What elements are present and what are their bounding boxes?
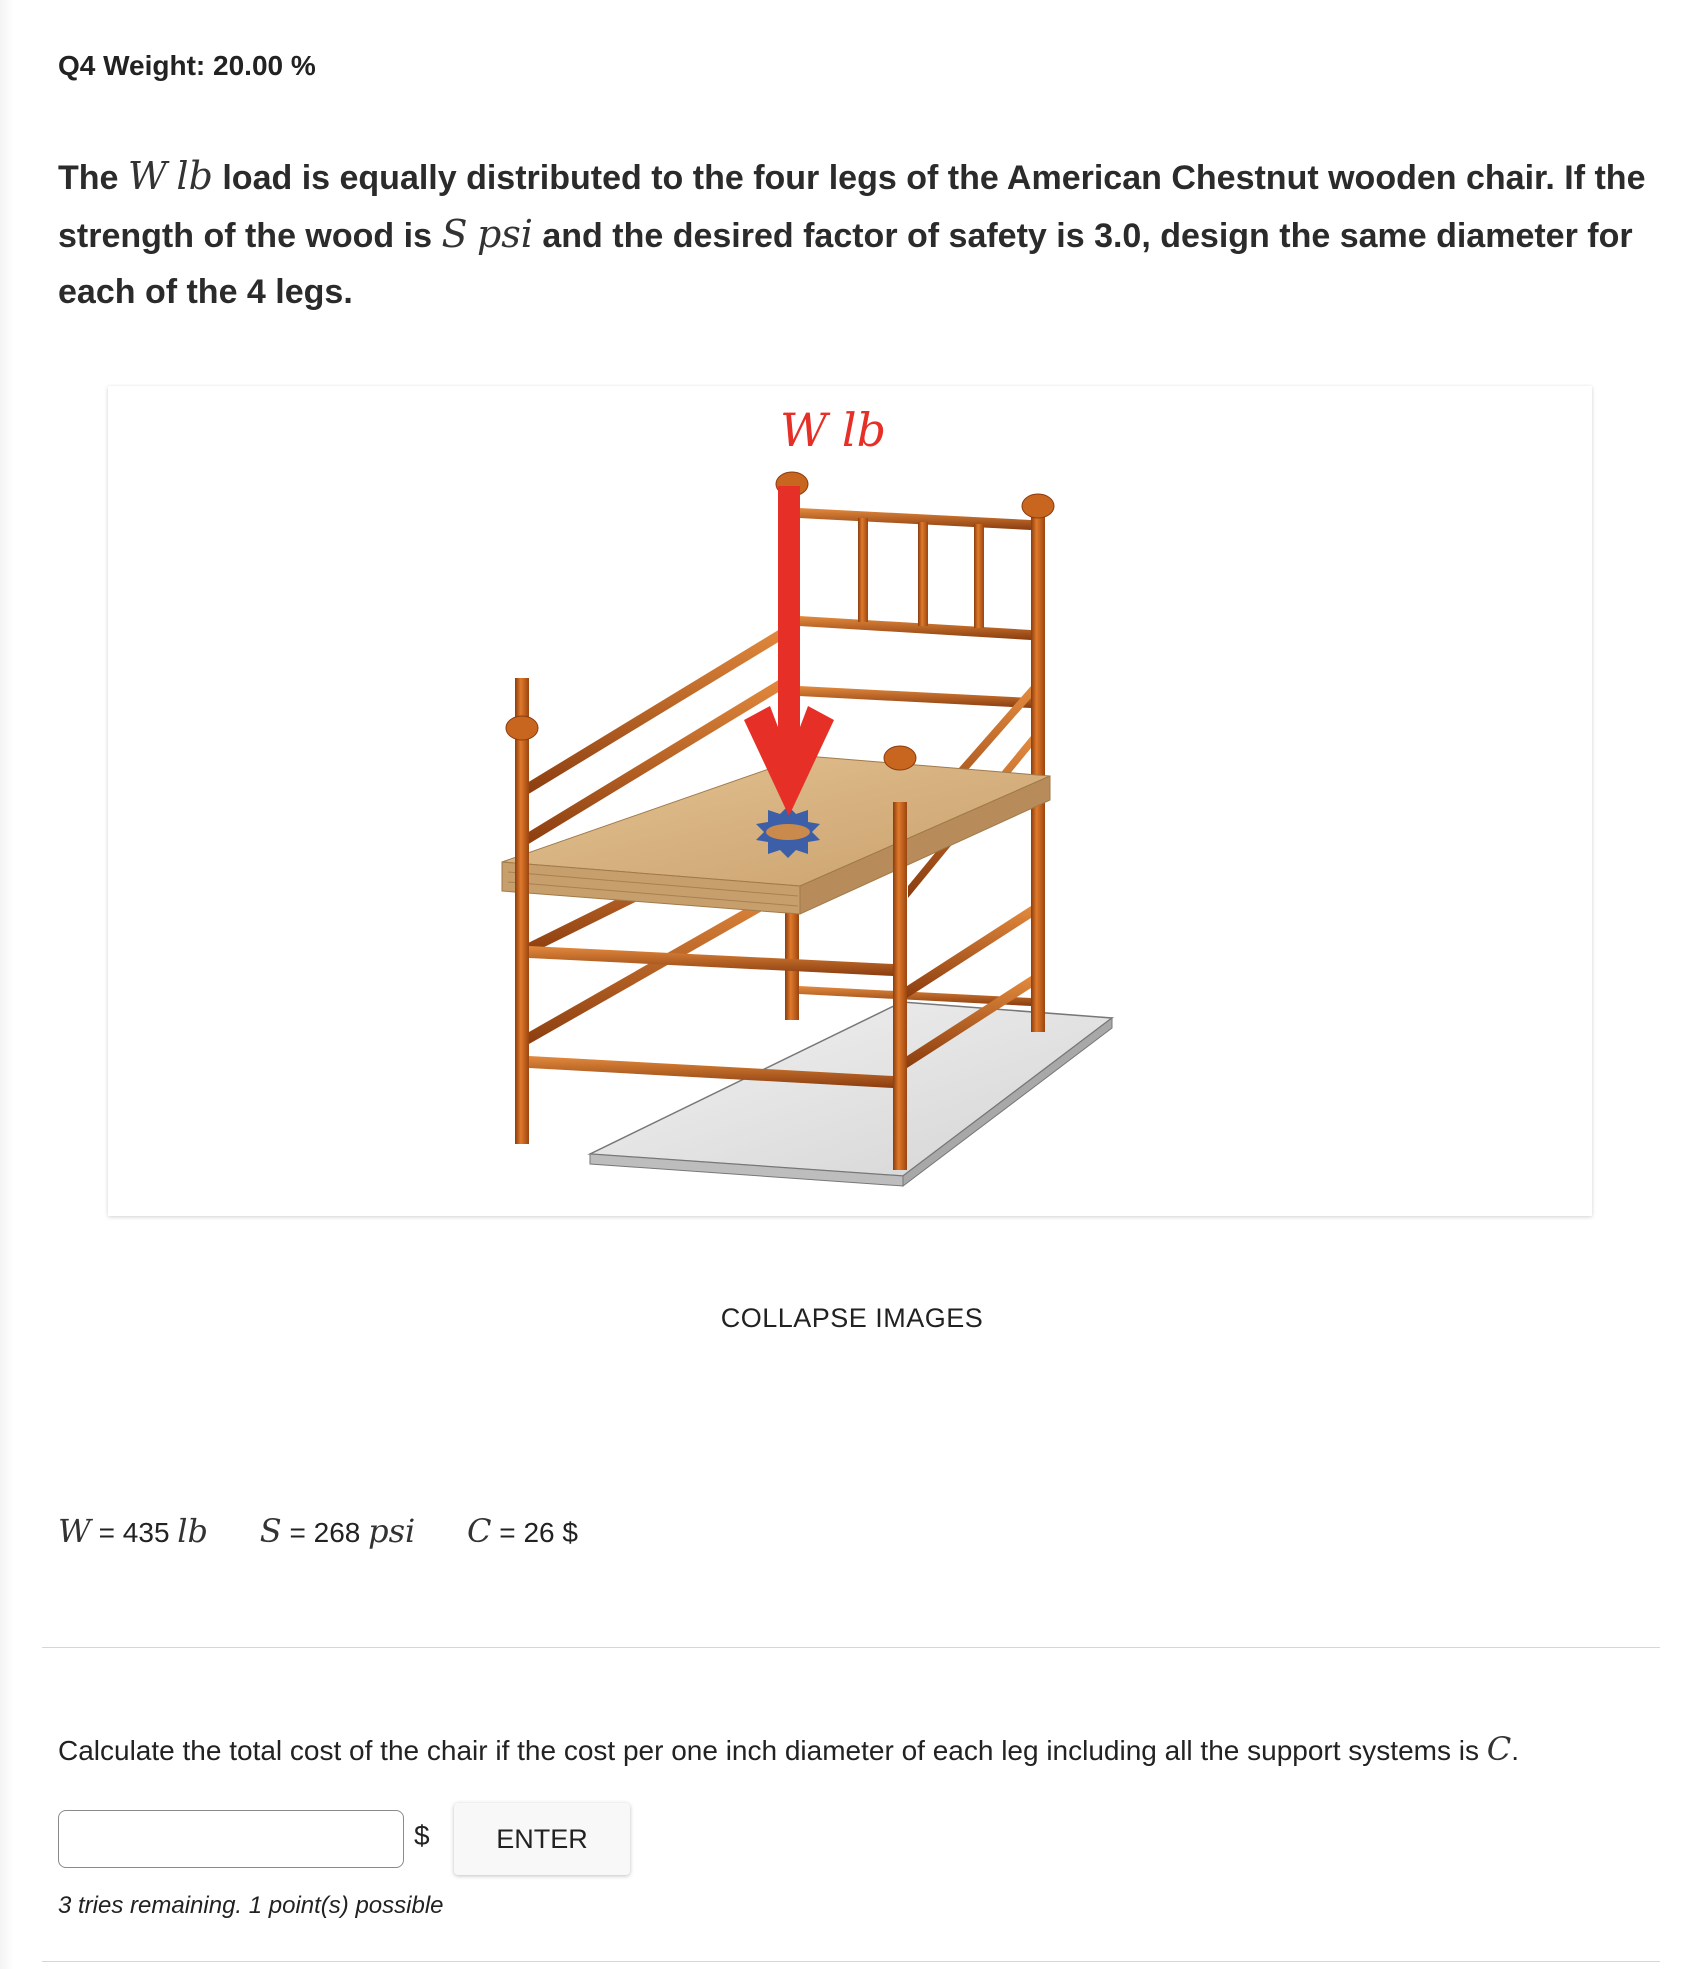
problem-text-2: load is equally distributed to the four legs of the American Chestnut wooden chair. If the strength of the wood is (58, 159, 1646, 255)
var-c: C (1486, 1730, 1512, 1768)
var-w: W (127, 154, 167, 198)
left-edge-shadow (0, 0, 14, 1969)
answer-input[interactable] (58, 1810, 404, 1868)
chair-figure (108, 386, 1592, 1216)
var-s: S (441, 212, 468, 256)
problem-text-1: The (58, 159, 128, 197)
parameter-values (58, 1512, 622, 1550)
chair-illustration (108, 386, 1592, 1216)
collapse-images-button[interactable]: COLLAPSE IMAGES (0, 1302, 1704, 1335)
load-label: W lb (780, 403, 887, 457)
question-weight: Q4 Weight: 20.00 % (58, 50, 316, 81)
enter-button[interactable]: ENTER (454, 1803, 630, 1875)
var-psi: psi (476, 212, 533, 256)
param-c: C = 26 $ (467, 1512, 578, 1550)
problem-statement (58, 148, 1658, 320)
var-lb: lb (176, 154, 213, 198)
param-w: W = 435 lb (58, 1512, 209, 1550)
bottom-divider (42, 1961, 1660, 1962)
subquestion-text: Calculate the total cost of the chair if the cost per one inch diameter of each leg including all the support systems is C. (58, 1730, 1520, 1768)
problem-text-3: and the desired factor of safety is 3.0, design the same diameter for each of the 4 legs. (58, 217, 1633, 311)
tries-remaining: 3 tries remaining. 1 point(s) possible (58, 1892, 444, 1919)
answer-unit: $ (414, 1820, 430, 1851)
param-s: S = 268 psi (259, 1512, 416, 1550)
section-divider (42, 1647, 1660, 1648)
